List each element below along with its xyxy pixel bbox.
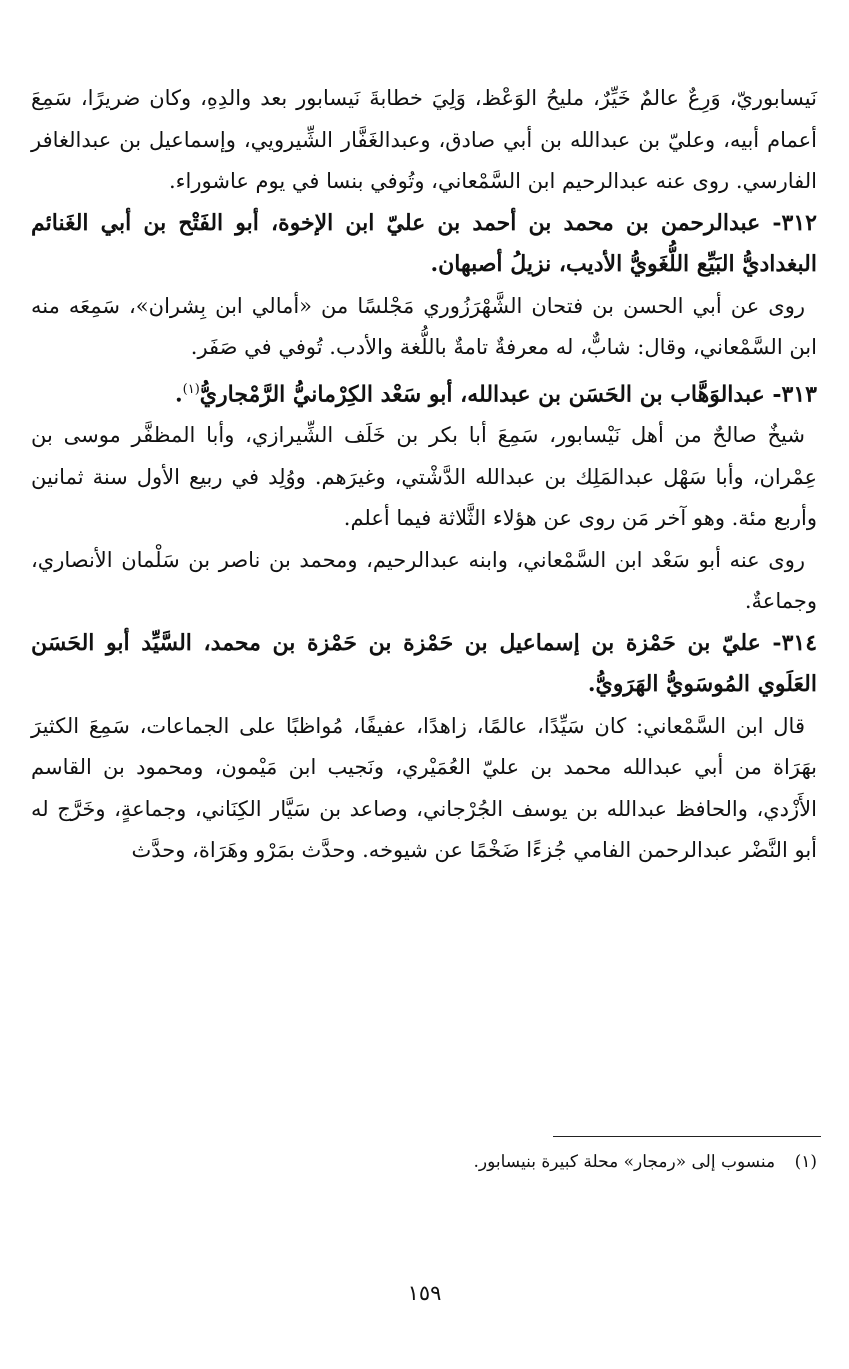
main-text bbox=[31, 78, 817, 872]
entry-heading-tail: . bbox=[174, 380, 183, 407]
entry-heading-text: عليّ بن حَمْزة بن إسماعيل بن حَمْزة بن حَمْزة بن محمد، السَّيِّد أبو الحَسَن العَلَوي المُوسَويُّ الهَرَويُّ. bbox=[31, 629, 817, 698]
body-paragraph-3: شيخٌ صالحٌ من أهل نَيْسابور، سَمِعَ أبا بكر بن خَلَف الشِّيرازي، وأبا المظفَّر موسى بن عِمْران، وأبا سَهْل عبدالمَلِك بن عبدالله الدَّشْتي، وغيرَهم. ووُلِد في ربيع الأول سنة ثمانين وأربع مئة. وهو آخر مَن روى عن هؤلاء الثَّلاثة فيما أعلم. bbox=[31, 423, 817, 531]
entry-number: ٣١٢- bbox=[772, 209, 817, 236]
entry-heading-text: عبدالوَهَّاب بن الحَسَن بن عبدالله، أبو سَعْد الكِرْمانيُّ الرَّمْجاريُّ bbox=[199, 380, 765, 407]
body-paragraph-5: قال ابن السَّمْعاني: كان سَيِّدًا، عالمًا، زاهدًا، عفيفًا، مُواظبًا على الجماعات، سَمِعَ الكثيرَ بهَرَاة من أبي عبدالله محمد بن عليّ العُمَيْري، ونَجيب ابن مَيْمون، ومحمود بن القاسم الأَزْدي، والحافظ عبدالله بن يوسف الجُرْجاني، وصاعد بن سَيَّار الكِنَاني، وجماعةٍ، وخَرَّج له أبو النَّضْر عبدالرحمن الفامي جُزءًا ضَخْمًا عن شيوخه. وحدَّث بمَرْو وهَرَاة، وحدَّث bbox=[31, 713, 817, 863]
body-paragraph-2: روى عن أبي الحسن بن فتحان الشَّهْرَزُوري مَجْلسًا من «أمالي ابن بِشران»، سَمِعَه منه ابن السَّمْعاني، وقال: شابٌّ، له معرفةٌ تامةٌ باللُّغة والأدب. تُوفي في صَفَر. bbox=[31, 293, 817, 359]
entry-heading-314 bbox=[31, 623, 817, 706]
entry-heading-312 bbox=[31, 203, 817, 286]
footnote bbox=[31, 1148, 817, 1176]
entry-number: ٣١٣- bbox=[772, 380, 817, 407]
page-number: ١٥٩ bbox=[407, 1281, 442, 1305]
body-paragraph-4: روى عنه أبو سَعْد ابن السَّمْعاني، وابنه عبدالرحيم، ومحمد بن ناصر بن سَلْمان الأنصاري، وجماعةٌ. bbox=[31, 547, 817, 614]
entry-heading-313 bbox=[31, 369, 817, 416]
entry-heading-text: عبدالرحمن بن محمد بن أحمد بن عليّ ابن الإخوة، أبو الفَتْح بن أبي الغَنائم البغداديُّ البَيِّع اللُّغَويُّ الأديب، نزيلُ أصبهان. bbox=[31, 209, 817, 277]
footnote-reference[interactable]: (١) bbox=[182, 381, 200, 397]
footnote-divider bbox=[553, 1136, 821, 1137]
entry-number: ٣١٤- bbox=[772, 629, 818, 656]
body-paragraph-1: نَيسابوريّ، وَرِعٌ عالمٌ خَيِّرٌ، مليحُ الوَعْظ، وَلِيَ خطابةَ نَيسابور بعد والدِهِ، وكان ضريرًا، سَمِعَ أعمام أبيه، وعليّ بن عبدالله بن أبي صادق، وعبدالغَفَّار الشِّيرويي، وإسماعيل بن عبدالغافر الفارسي. روى عنه عبدالرحيم ابن السَّمْعاني، وتُوفي بنسا في يوم عاشوراء. bbox=[31, 86, 817, 193]
footnote-text: منسوب إلى «رمجار» محلة كبيرة بنيسابور. bbox=[473, 1152, 776, 1172]
footnote-mark: (١) bbox=[794, 1152, 817, 1172]
